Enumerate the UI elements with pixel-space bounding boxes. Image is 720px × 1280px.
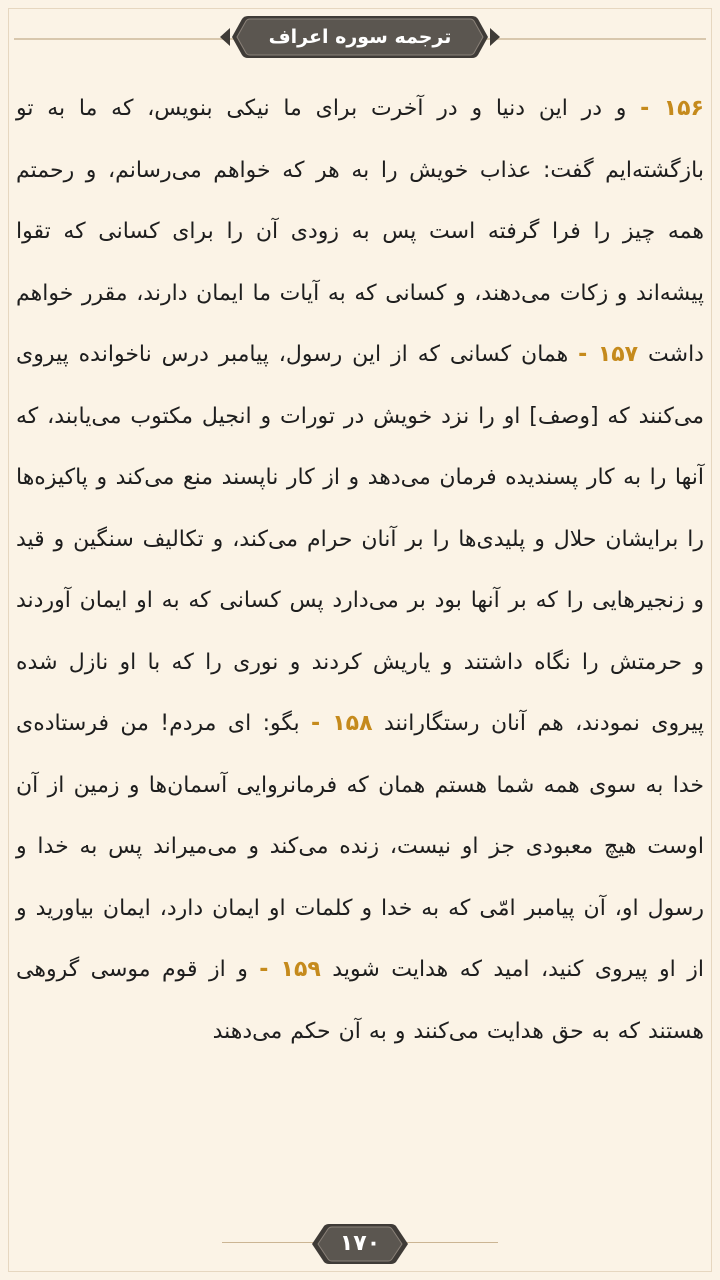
title-badge [218, 14, 502, 60]
verse-text: بگو: ای مردم! من فرستاده‌ی خدا به سوی همه شما هستم همان که فرمانروایی آسمان‌ها و زمین از آن اوست هیچ معبودی جز او نیست، زنده می‌کند و می‌میراند پس به خدا و رسول او، آن پیامبر امّی که به خدا و کلمات او ایمان دارد، ایمان بیاورید و از او پیروی کنید، امید که هدایت شوید [16, 711, 704, 982]
translation-text [16, 78, 704, 1062]
verse-number: ۱۵۶ - [640, 96, 704, 121]
verse-text: همان کسانی که از این رسول، پیامبر درس ناخوانده پیروی می‌کنند که [وصف] او را نزد خویش در تورات و انجیل مکتوب می‌یابند، که آنها را به کار پسندیده فرمان می‌دهد و از کار ناپسند منع می‌کند و پاکیزه‌ها را برایشان حلال و پلیدی‌ها را بر آنان حرام می‌کند، و تکالیف سنگین و قید و زنجیرهایی را که بر آنها بود بر می‌دارد پس کسانی که به او ایمان آوردند و حرمتش را نگاه داشتند و یاریش کردند و نوری را که با او نازل شده پیروی نمودند، هم آنان رستگارانند [16, 342, 704, 736]
verse-number: ۱۵۸ - [311, 711, 373, 736]
verse-number: ۱۵۹ - [259, 957, 321, 982]
page-number-badge [306, 1222, 414, 1266]
verse-text: و از قوم موسی گروهی هستند که به حق هدایت می‌کنند و به آن حکم می‌دهند [16, 957, 704, 1044]
page-number: ۱۷۰ [339, 1231, 381, 1256]
verse-number: ۱۵۷ - [578, 342, 639, 367]
verse-text: و در این دنیا و در آخرت برای ما نیکی بنویس، که ما به تو بازگشته‌ایم گفت: عذاب خویش را به هر که خواهم می‌رسانم، و رحمتم همه چیز را فرا گرفته است پس به زودی آن را برای کسانی که تقوا پیشه‌اند و زکات می‌دهند، و کسانی که به آیات ما ایمان دارند، مقرر خواهم داشت [16, 96, 704, 367]
page-title: ترجمه سوره اعراف [268, 26, 452, 48]
